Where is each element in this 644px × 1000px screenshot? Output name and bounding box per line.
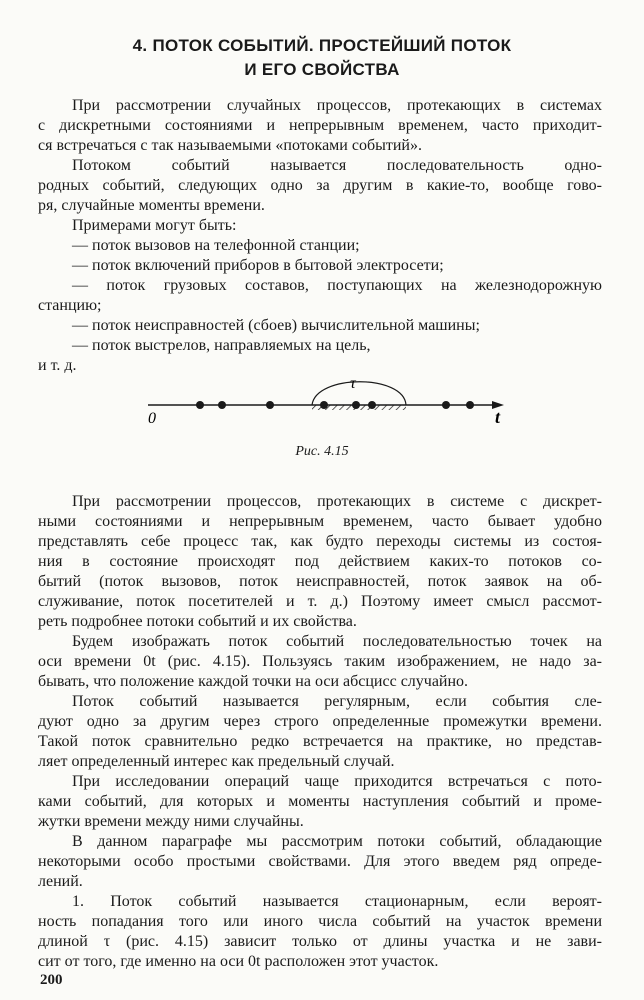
figure-caption: Рис. 4.15: [295, 444, 349, 459]
text-line: При рассмотрении случайных процессов, протекающих в системах: [72, 97, 602, 114]
text-line: ными состояниями и непрерывным временем, часто бывает удобно: [38, 513, 602, 530]
interval-label: τ: [350, 375, 356, 392]
event-point: [320, 401, 328, 409]
text-line: представлять себе процесс так, как будто переходы системы из состоя-: [38, 533, 602, 550]
text-line: При рассмотрении процессов, протекающих в системе с дискрет-: [72, 493, 602, 510]
text-line: Примерами могут быть:: [72, 217, 237, 234]
event-point: [266, 401, 274, 409]
text-line: длиной τ (рис. 4.15) зависит только от длины участка и не зави-: [38, 933, 602, 950]
text-line: сит от того, где именно на оси 0t расположен этот участок.: [38, 953, 439, 970]
text-line: В данном параграфе мы рассмотрим потоки событий, обладающие: [72, 833, 602, 850]
text-line: Будем изображать поток событий последовательностью точек на: [72, 633, 602, 650]
text-line: служивание, поток посетителей и т. д.) Поэтому имеет смысл рассмот-: [38, 593, 602, 610]
text-line: ния в состояние происходят под действием каких-то потоков со-: [38, 553, 602, 570]
text-line: бывать, что положение каждой точки на оси абсцисс случайно.: [38, 673, 469, 690]
text-line: некоторыми особо простыми свойствами. Для этого введем ряд опреде-: [38, 853, 602, 870]
text-line: ря, случайные моменты времени.: [38, 197, 265, 214]
text-line: ляет определенный интерес как предельный случай.: [38, 753, 395, 770]
text-line: родных событий, следующих одно за другим в какие-то, вообще гово-: [38, 177, 602, 194]
text-line: — поток неисправностей (сбоев) вычислительной машины;: [72, 317, 480, 334]
text-line: станцию;: [38, 297, 102, 314]
figure-4-15: [0, 360, 644, 440]
text-line: Поток событий называется регулярным, если события сле-: [72, 693, 602, 710]
text-line: лений.: [38, 873, 83, 890]
text-line: ность попадания того или иного числа событий на участок времени: [38, 913, 602, 930]
text-line: жутки времени между ними случайны.: [38, 813, 304, 830]
text-line: дуют одно за другим через строго определенные промежутки времени.: [38, 713, 602, 730]
text-line: — поток вызовов на телефонной станции;: [72, 237, 360, 254]
event-point: [466, 401, 474, 409]
event-point: [218, 401, 226, 409]
origin-label: 0: [148, 410, 156, 427]
event-point: [442, 401, 450, 409]
text-line: При исследовании операций чаще приходится встречаться с пото-: [72, 773, 602, 790]
text-line: Потоком событий называется последовательность одно-: [72, 157, 602, 174]
section-heading: [60, 34, 584, 82]
text-line: с дискретными состояниями и непрерывным временем, часто приходит-: [38, 117, 602, 134]
text-line: Такой поток сравнительно редко встречается на практике, но представ-: [38, 733, 602, 750]
text-line: и т. д.: [38, 357, 77, 374]
text-line: бытий (поток вызовов, поток неисправностей, поток заявок на об-: [38, 573, 602, 590]
event-point: [352, 401, 360, 409]
text-line: ся встречаться с так называемыми «потоками событий».: [38, 137, 422, 154]
axis-label: t: [495, 407, 501, 427]
text-line: 1. Поток событий называется стационарным, если вероят-: [72, 893, 602, 910]
text-line: — поток грузовых составов, поступающих на железнодорожную: [72, 277, 602, 294]
interval-arc: [312, 382, 406, 405]
text-line: реть подробнее потоки событий и их свойства.: [38, 613, 357, 630]
text-line: ками событий, для которых и моменты наступления событий и проме-: [38, 793, 602, 810]
heading-line-1: 4. ПОТОК СОБЫТИЙ. ПРОСТЕЙШИЙ ПОТОК: [132, 36, 512, 55]
event-point: [368, 401, 376, 409]
text-line: — поток выстрелов, направляемых на цель,: [72, 337, 371, 354]
text-line: оси времени 0t (рис. 4.15). Пользуясь таким изображением, не надо за-: [38, 653, 602, 670]
text-line: — поток включений приборов в бытовой электросети;: [72, 257, 444, 274]
heading-line-2: И ЕГО СВОЙСТВА: [244, 60, 400, 79]
event-point: [196, 401, 204, 409]
page-number: 200: [40, 972, 63, 988]
